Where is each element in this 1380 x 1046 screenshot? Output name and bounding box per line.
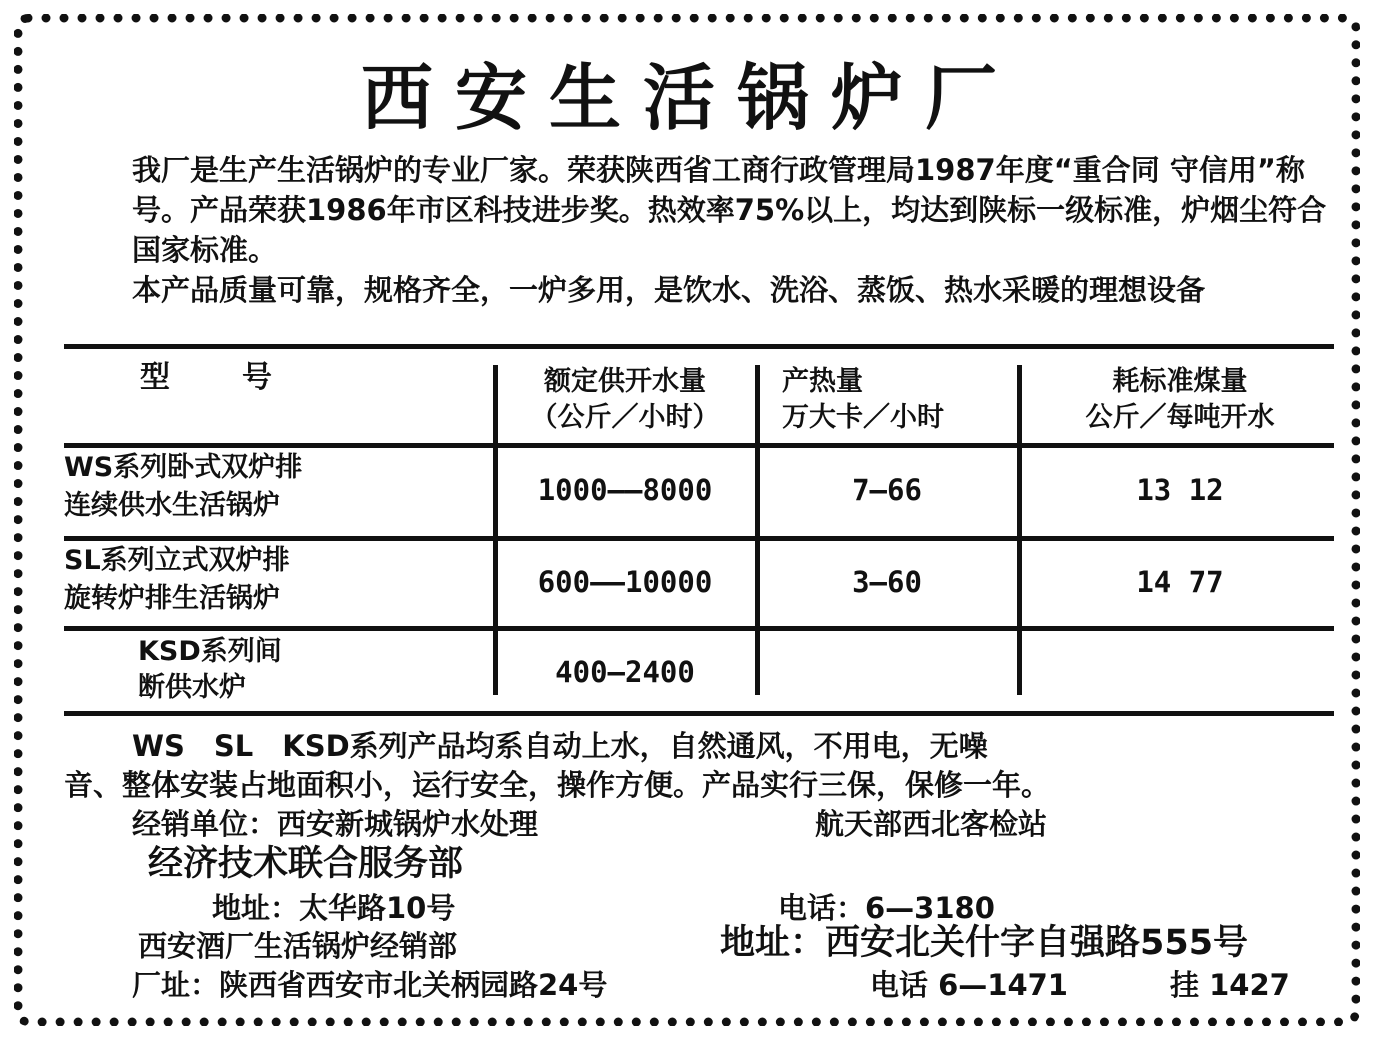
phone-1: 电话：6—3180 [778,891,995,925]
row1-model-line1: WS系列卧式双炉排 [64,452,303,483]
dealer-label: 经销单位：西安新城锅炉水处理 [132,807,539,841]
table-bottom-rule [64,711,1334,716]
header-model: 型 号 [140,360,276,395]
ad-title: 西安生活锅炉厂 [360,56,1019,140]
intro-paragraph-2: 本产品质量可靠，规格齐全，一炉多用，是饮水、洗浴、蒸饭、热水采暖的理想设备 [132,273,1206,307]
row1-heat: 7—66 [852,473,922,507]
column-divider-1 [493,365,498,695]
product-desc-line2: 音、整体安装占地面积小，运行安全，操作方便。产品实行三保，保修一年。 [64,768,1051,802]
row3-model-line1: KSD系列间 [138,636,282,667]
column-divider-3 [1017,365,1022,695]
address-2: 地址：西安北关什字自强路555号 [720,923,1249,963]
row3-water: 400—2400 [555,655,695,689]
row1-water: 1000——8000 [537,473,713,507]
row2-coal: 14 77 [1136,565,1224,599]
header-water-2: （公斤／小时） [530,402,720,433]
header-heat-1: 产热量 [782,366,863,397]
header-water-1: 额定供开水量 [544,366,706,397]
row2-heat: 3—60 [852,565,922,599]
service-dept: 经济技术联合服务部 [148,844,464,884]
sales-dept: 西安酒厂生活锅炉经销部 [138,929,458,963]
factory-address: 厂址：陕西省西安市北关柄园路24号 [132,968,608,1002]
phone-2: 电话 6—1471 [870,968,1068,1002]
table-top-rule [64,344,1334,349]
intro-paragraph-1: 我厂是生产生活锅炉的专业厂家。荣获陕西省工商行政管理局1987年度“重合同 守信用”称号。产品荣获1986年市区科技进步奖。热效率75%以上，均达到陕标一级标准，炉烟尘符合国家标准。 [132,153,1327,267]
header-heat-2: 万大卡／小时 [782,402,944,433]
row3-model-line2: 断供水炉 [138,672,246,703]
row-rule-2 [64,626,1334,631]
intro-text [64,150,1339,310]
row2-model-line2: 旋转炉排生活锅炉 [64,583,280,614]
product-desc-line1: WS SL KSD系列产品均系自动上水，自然通风，不用电，无噪 [132,729,988,763]
row1-model-line2: 连续供水生活锅炉 [64,490,280,521]
inspection-station: 航天部西北客检站 [815,807,1048,841]
address-1: 地址：太华路10号 [212,891,456,925]
row1-coal: 13 12 [1136,473,1224,507]
row2-water: 600——10000 [537,565,713,599]
phone-ext: 挂 1427 [1170,968,1290,1002]
row2-model-line1: SL系列立式双炉排 [64,545,290,576]
header-coal-1: 耗标准煤量 [1112,366,1248,397]
header-coal-2: 公斤／每吨开水 [1085,402,1275,433]
column-divider-2 [755,365,760,695]
